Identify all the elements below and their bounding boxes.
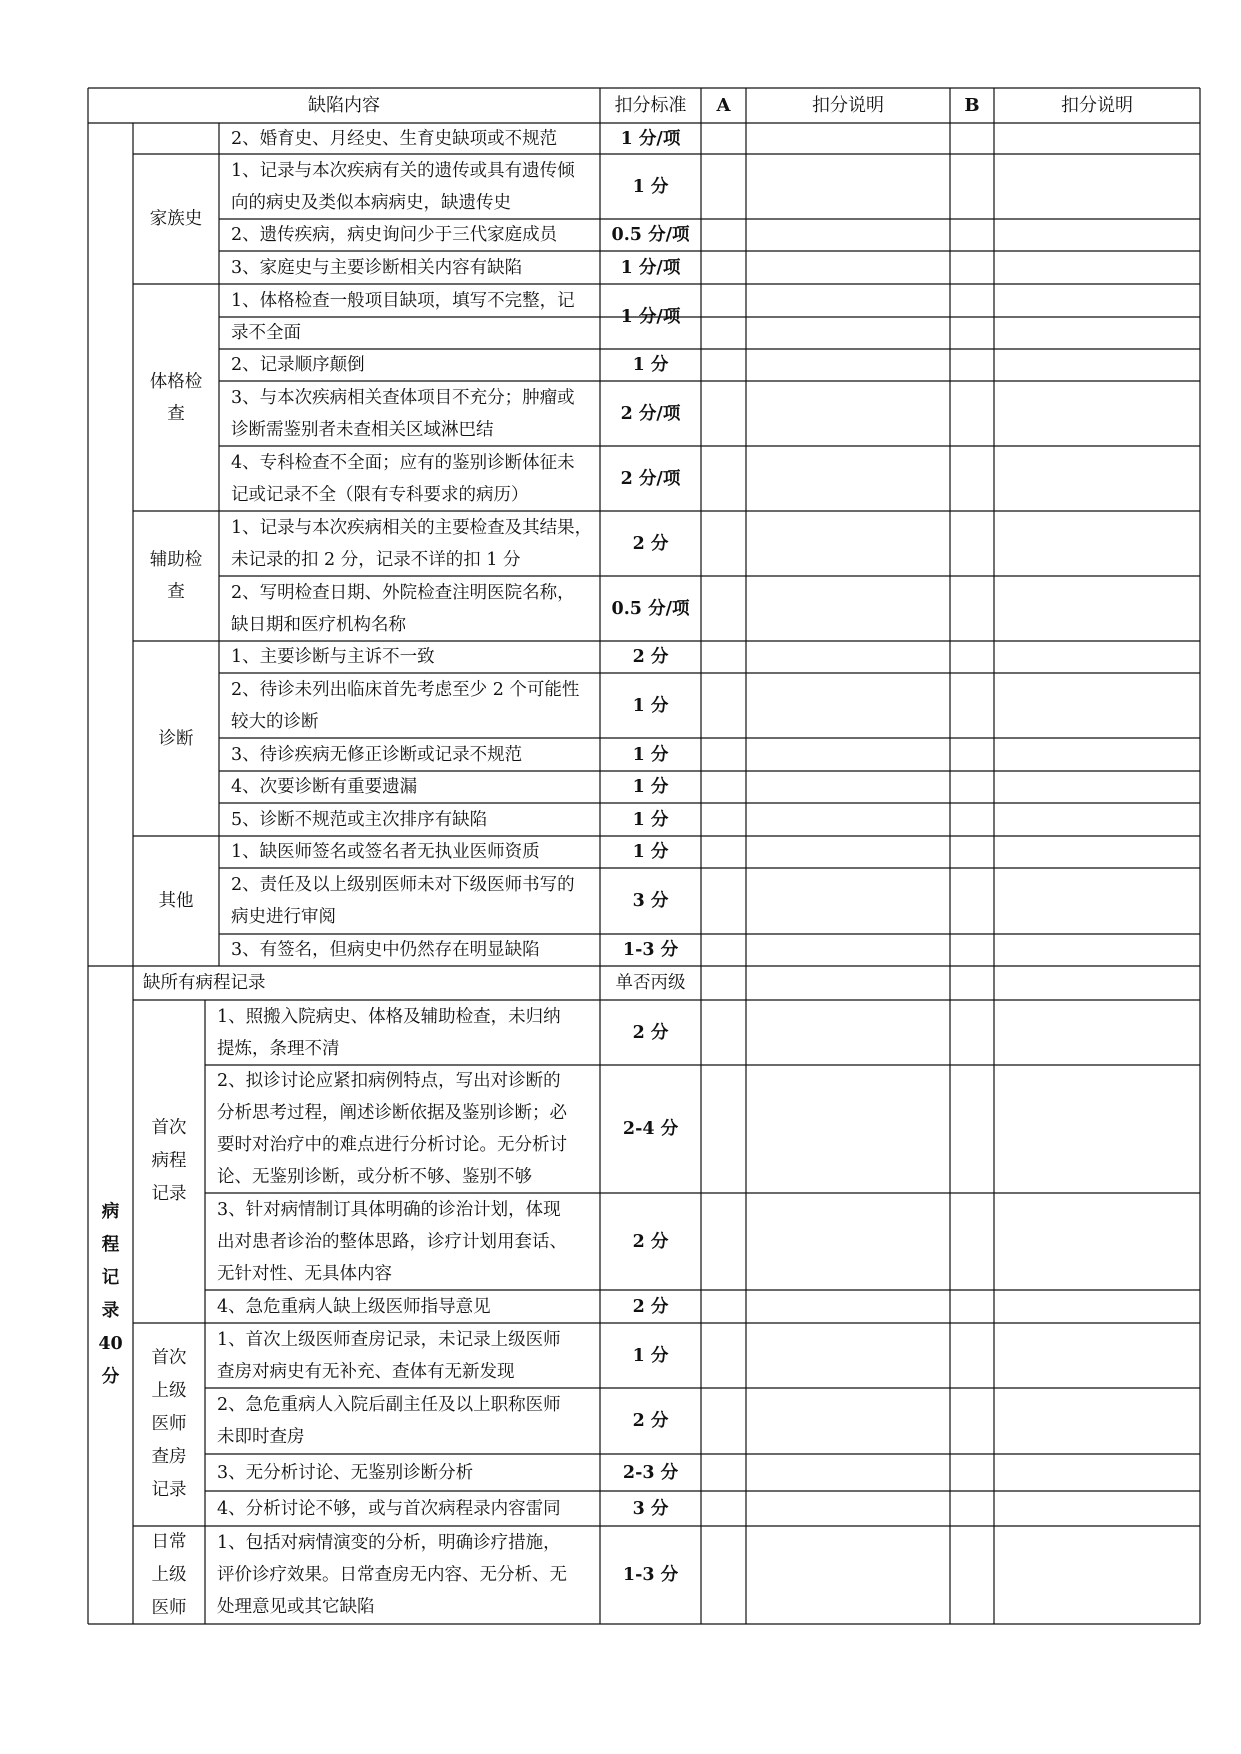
table-row-score: 0.5 分/项 (611, 225, 690, 245)
header-b-note-label: 扣分说明 (1061, 94, 1133, 116)
table-row-score: 2 分/项 (620, 403, 681, 424)
group-other (133, 836, 219, 966)
table-row-text: 4、急危重病人缺上级医师指导意见 (217, 1296, 491, 1317)
table-row-text: 1、照搬入院病史、体格及辅助检查，未归纳 提炼，条理不清 (217, 1006, 561, 1059)
table-row-text: 5、诊断不规范或主次排序有缺陷 (231, 809, 488, 830)
table-row-text: 3、有签名，但病史中仍然存在明显缺陷 (231, 940, 540, 960)
group-first-course-label: 首次 病程 记录 (151, 1118, 187, 1204)
table-row-score: 1 分 (632, 355, 669, 375)
table-row-score: 1 分 (632, 744, 669, 765)
group-auxiliary-exam (133, 511, 219, 641)
header-a-label: A (716, 94, 731, 116)
table-row-text: 2、婚育史、月经史、生育史缺项或不规范 (231, 128, 558, 149)
table-row-text: 1、记录与本次疾病有关的遗传或具有遗传倾 向的病史及类似本病病史，缺遗传史 (231, 160, 575, 213)
section-label-course-record (88, 966, 133, 1624)
group-daily-superior (133, 1526, 205, 1624)
table-row-text: 2、记录顺序颠倒 (231, 355, 365, 375)
header-b-note (994, 88, 1200, 123)
table-row-text: 2、拟诊讨论应紧扣病例特点，写出对诊断的 分析思考过程，阐述诊断依据及鉴别诊断；必 要时对治疗中的难点进行分析讨论。无分析讨 论、无鉴别诊断，或分析不够、鉴别不够 (217, 1071, 567, 1187)
table-row-text: 3、无分析讨论、无鉴别诊断分析 (217, 1462, 474, 1483)
table-row-score: 2 分/项 (620, 468, 681, 489)
table-row-text: 2、写明检查日期、外院检查注明医院名称， 缺日期和医疗机构名称 (231, 582, 575, 635)
header-a-note (746, 88, 950, 123)
table-row-text: 1、缺医师签名或签名者无执业医师资质 (231, 842, 540, 862)
group-first-course (133, 1000, 205, 1323)
group-diagnosis-label: 诊断 (158, 728, 194, 749)
table-row-text: 缺所有病程记录 (143, 973, 266, 993)
table-row-text: 3、与本次疾病相关查体项目不充分；肿瘤或 诊断需鉴别者未查相关区域淋巴结 (231, 387, 575, 440)
group-first-superior-round-label: 首次 上级 医师 查房 记录 (151, 1348, 187, 1500)
table-row-score: 1-3 分 (622, 940, 679, 960)
table-row-score: 单否丙级 (615, 973, 686, 993)
table-row-score: 1 分/项 (620, 128, 681, 149)
table-row-score: 1 分/项 (620, 257, 681, 278)
table-row-score: 2 分 (632, 647, 669, 667)
table-row-text: 1、记录与本次疾病相关的主要检查及其结果， 未记录的扣 2 分，记录不详的扣 1 分 (231, 517, 593, 570)
table-row-text: 2、待诊未列出临床首先考虑至少 2 个可能性 较大的诊断 (231, 679, 580, 732)
group-diagnosis (133, 641, 219, 836)
header-a (701, 88, 746, 123)
table-row-text: 3、家庭史与主要诊断相关内容有缺陷 (231, 257, 523, 278)
group-other-label: 其他 (158, 891, 194, 911)
table-row-score: 2 分 (632, 533, 669, 554)
table-row-text: 1、主要诊断与主诉不一致 (231, 647, 435, 667)
table-row-score: 1 分 (632, 1345, 669, 1366)
group-daily-superior-label: 日常 上级 医师 (151, 1531, 187, 1618)
group-physical-exam (133, 284, 219, 511)
group-family-history (133, 154, 219, 284)
table-row-score: 1 分 (632, 176, 669, 197)
table-row-text: 2、责任及以上级别医师未对下级医师书写的 病史进行审阅 (231, 875, 575, 927)
table-row-score: 3 分 (632, 891, 669, 911)
table-row-score: 2-4 分 (622, 1119, 679, 1139)
header-content (88, 88, 600, 123)
table-row-text: 1、首次上级医师查房记录，未记录上级医师 查房对病史有无补充、查体有无新发现 (217, 1329, 561, 1382)
header-b-label: B (964, 94, 980, 116)
table-row-text: 2、遗传疾病，病史询问少于三代家庭成员 (231, 225, 558, 245)
table-row-text: 4、次要诊断有重要遗漏 (231, 777, 418, 797)
header-a-note-label: 扣分说明 (812, 94, 884, 116)
table-row-score: 1 分 (632, 809, 669, 830)
group-first-superior-round (133, 1323, 205, 1526)
table-row-score: 0.5 分/项 (611, 598, 690, 619)
table-row-score: 2-3 分 (622, 1462, 679, 1483)
section-course-record-label: 病 程 记 录 40 分 (98, 1202, 123, 1387)
table-row-score: 1 分 (632, 695, 669, 716)
table-row-score: 3 分 (632, 1498, 669, 1519)
table-row-score: 2 分 (632, 1296, 669, 1317)
table-row-text: 1、包括对病情演变的分析，明确诊疗措施， 评价诊疗效果。日常查房无内容、无分析、无 处理意见或其它缺陷 (217, 1533, 567, 1617)
header-standard (600, 88, 701, 123)
header-standard-label: 扣分标准 (614, 94, 687, 116)
table-row-score: 1 分 (632, 842, 669, 862)
group-physical-exam-label: 体格检 查 (149, 371, 203, 424)
table-row-text: 3、待诊疾病无修正诊断或记录不规范 (231, 744, 523, 765)
table-row-score: 1 分 (632, 777, 669, 797)
group-family-history-label: 家族史 (149, 209, 203, 229)
table-row-score: 1-3 分 (622, 1565, 679, 1585)
group-auxiliary-exam-label: 辅助检 查 (149, 550, 203, 602)
header-b (950, 88, 994, 123)
table-row-score: 2 分 (632, 1411, 669, 1431)
table-row-score: 1 分/项 (620, 306, 681, 327)
header-content-label: 缺陷内容 (308, 94, 380, 116)
table-row-text: 4、专科检查不全面；应有的鉴别诊断体征未 记或记录不全（限有专科要求的病历） (231, 452, 575, 505)
table-row-text: 2、急危重病人入院后副主任及以上职称医师 未即时查房 (217, 1395, 561, 1447)
table-row-score: 2 分 (632, 1022, 669, 1043)
table-row-text: 1、体格检查一般项目缺项，填写不完整，记 录不全面 (231, 290, 575, 343)
table-row-text: 3、针对病情制订具体明确的诊治计划，体现 出对患者诊治的整体思路，诊疗计划用套话、 无针对性、无具体内容 (217, 1199, 567, 1284)
table-row-text: 4、分析讨论不够，或与首次病程录内容雷同 (217, 1498, 561, 1519)
table-row-score: 2 分 (632, 1231, 669, 1252)
